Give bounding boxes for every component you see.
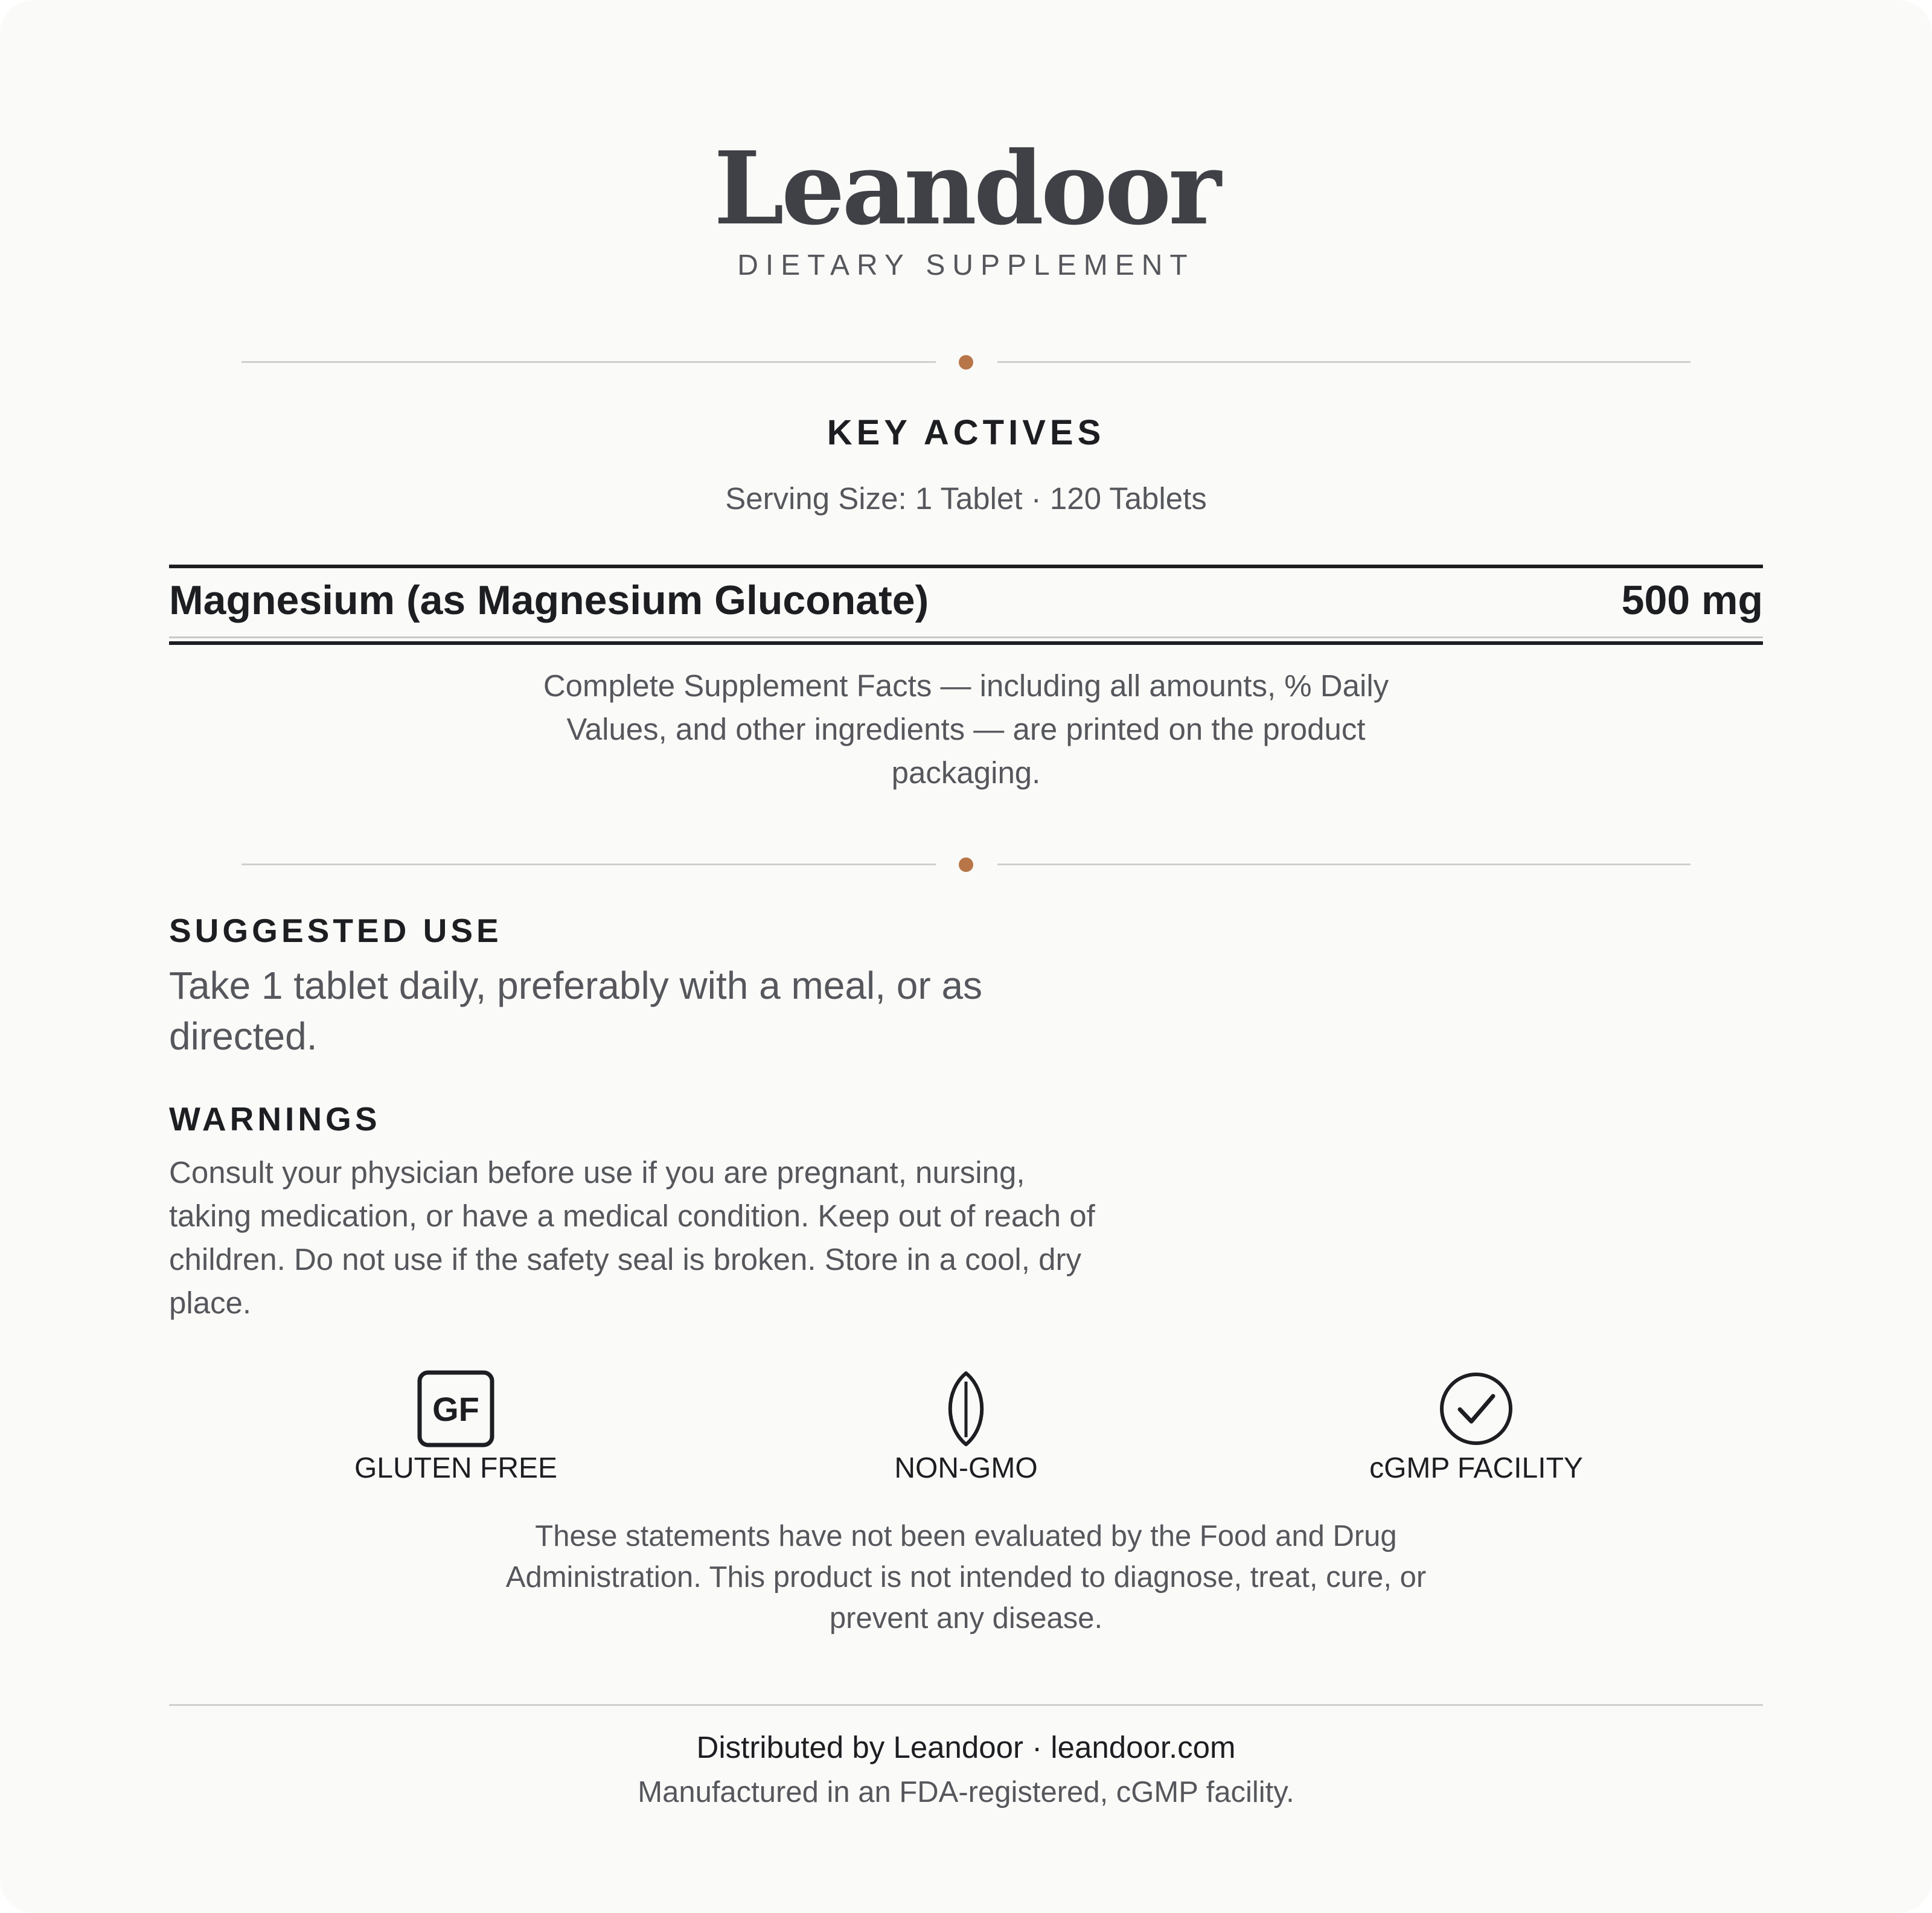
ingredient-name: Magnesium (as Magnesium Gluconate) (169, 577, 929, 623)
divider-top (242, 353, 1690, 371)
distributed-by: Distributed by Leandoor · leandoor.com (696, 1730, 1236, 1764)
check-circle-icon (1437, 1370, 1515, 1448)
gluten-free-icon (417, 1370, 495, 1448)
fda-disclaimer: These statements have not been evaluated by the Food and Drug Administration. This product is not intended to diagnose, treat, cure, or prevent any disease. (505, 1520, 1427, 1635)
brand-subtitle: DIETARY SUPPLEMENT (737, 249, 1195, 281)
facts-rule-top (169, 565, 1763, 568)
divider-line (242, 864, 936, 865)
ingredient-amount: 500 mg (1621, 577, 1763, 623)
facts-rule-thin (169, 636, 1763, 638)
brand-logo: Leandoor (714, 130, 1218, 248)
facts-rule-bottom (169, 641, 1763, 645)
warnings-text: Consult your physician before use if you are pregnant, nursing, taking medication, or have a medical condition. Keep out of reach of children. Do not use if the safety seal is broken. Store in a cool, dry place. (169, 1155, 1095, 1320)
badge-non-gmo (755, 1370, 1177, 1483)
divider-line (997, 864, 1690, 865)
divider-dot (959, 355, 973, 370)
gluten-free-icon-text: GF (432, 1390, 479, 1428)
footer-divider (169, 1704, 1763, 1706)
badge-label: cGMP FACILITY (1369, 1452, 1583, 1484)
divider-dot (959, 857, 973, 872)
divider-middle (242, 855, 1690, 873)
badge-cgmp-facility (1265, 1370, 1687, 1483)
badge-label: NON-GMO (894, 1452, 1038, 1484)
suggested-use-text: Take 1 tablet daily, preferably with a meal, or as directed. (169, 964, 983, 1058)
supplement-facts-note: Complete Supplement Facts — including all amounts, % Daily Values, and other ingredients — are printed on the product packaging. (543, 668, 1389, 790)
leaf-icon (927, 1370, 1005, 1448)
serving-size: Serving Size: 1 Tablet · 120 Tablets (725, 481, 1207, 516)
suggested-use-title: SUGGESTED USE (169, 912, 502, 949)
key-actives-title: KEY ACTIVES (827, 413, 1105, 452)
warnings-title: WARNINGS (169, 1100, 381, 1138)
manufactured-note: Manufactured in an FDA-registered, cGMP facility. (638, 1776, 1294, 1809)
badge-label: GLUTEN FREE (354, 1452, 558, 1484)
badge-gluten-free (245, 1370, 667, 1483)
divider-line (242, 361, 936, 363)
divider-line (997, 361, 1690, 363)
